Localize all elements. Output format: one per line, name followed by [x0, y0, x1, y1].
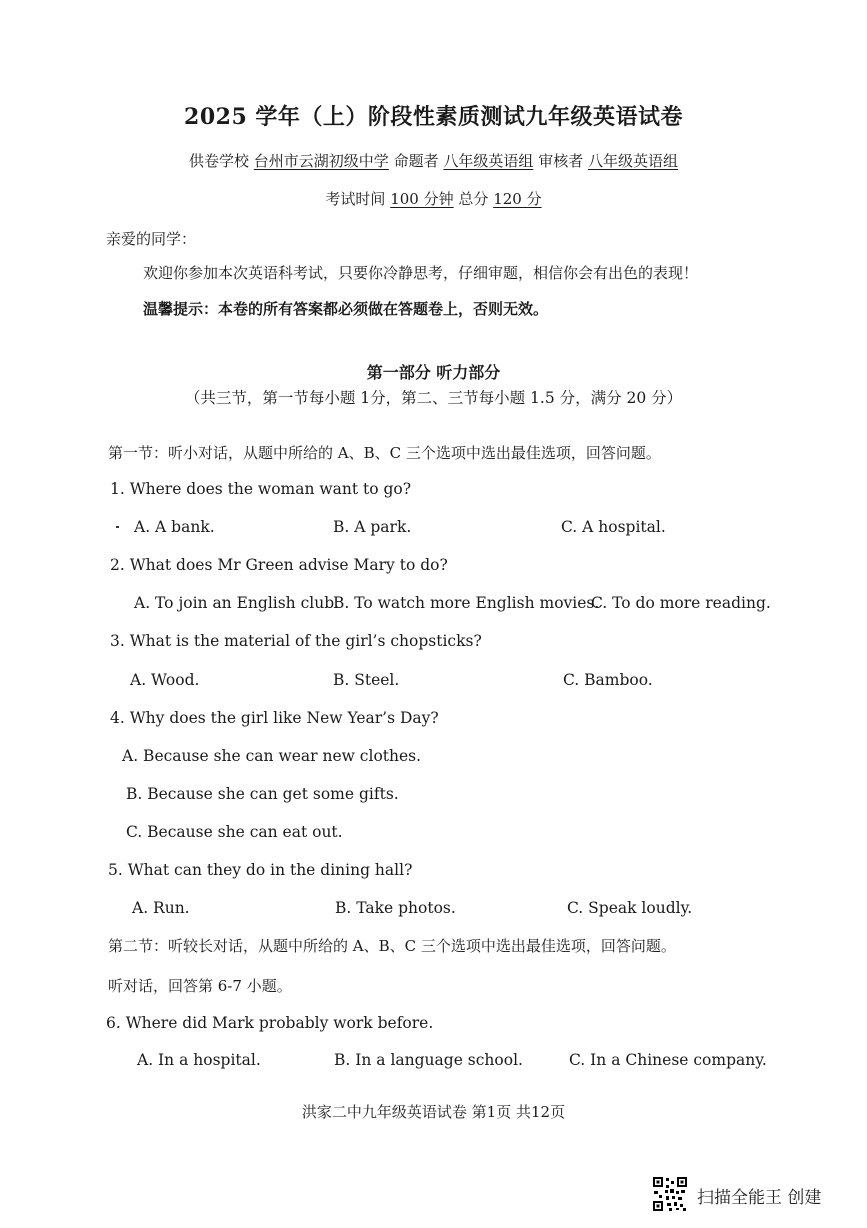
option-3b: B. Steel. — [333, 671, 400, 689]
qr-code-icon — [652, 1176, 688, 1212]
reviewer-name: 八年级英语组 — [587, 152, 678, 170]
welcome-text: 欢迎你参加本次英语科考试，只要你冷静思考，仔细审题，相信你会有出色的表现！ — [143, 264, 699, 282]
scanner-brand: 扫描全能王 创建 — [697, 1188, 822, 1208]
tip-text: 温馨提示：本卷的所有答案都必须做在答题卷上，否则无效。 — [143, 300, 549, 318]
part1-title: 第一部分 听力部分 — [366, 363, 501, 382]
exam-title: 2025 学年（上）阶段性素质测试九年级英语试卷 — [184, 104, 683, 130]
option-4b: B. Because she can get some gifts. — [126, 785, 399, 803]
option-3a: A. Wood. — [130, 671, 200, 689]
setter-name: 八年级英语组 — [443, 152, 534, 170]
exam-time-line — [0, 188, 867, 209]
option-2a: A. To join an English club. — [134, 594, 340, 612]
score-label: 总分 — [458, 190, 489, 208]
option-4c: C. Because she can eat out. — [126, 823, 343, 841]
question-6: 6. Where did Mark probably work before. — [106, 1014, 434, 1032]
reviewer-label: 审核者 — [538, 152, 584, 170]
option-6a: A. In a hospital. — [137, 1051, 261, 1069]
time-value: 100 分钟 — [390, 190, 454, 208]
time-label: 考试时间 — [325, 190, 386, 208]
school-label: 供卷学校 — [189, 152, 250, 170]
section1-instruction: 第一节：听小对话，从题中所给的 A、B、C 三个选项中选出最佳选项，回答问题。 — [108, 444, 661, 462]
option-2b: B. To watch more English movies. — [333, 594, 600, 612]
option-1b: B. A park. — [333, 518, 412, 536]
question-2: 2. What does Mr Green advise Mary to do? — [110, 556, 448, 574]
school-name: 台州市云湖初级中学 — [253, 152, 389, 170]
option-5c: C. Speak loudly. — [567, 899, 693, 917]
question-5: 5. What can they do in the dining hall? — [108, 861, 413, 879]
option-1a: A. A bank. — [134, 518, 215, 536]
option-6c: C. In a Chinese company. — [569, 1051, 767, 1069]
option-4a: A. Because she can wear new clothes. — [122, 747, 422, 765]
setter-label: 命题者 — [393, 152, 439, 170]
question-1: 1. Where does the woman want to go? — [110, 480, 412, 498]
option-5a: A. Run. — [132, 899, 190, 917]
option-3c: C. Bamboo. — [563, 671, 653, 689]
exam-meta-line — [0, 150, 867, 171]
question-4: 4. Why does the girl like New Year’s Day? — [110, 709, 439, 727]
option-2c: C. To do more reading. — [591, 594, 771, 612]
question-3: 3. What is the material of the girl’s chopsticks? — [110, 632, 482, 650]
part1-subtitle: （共三节，第一节每小题 1分，第二、三节每小题 1.5 分，满分 20 分） — [184, 389, 683, 407]
greeting: 亲爱的同学： — [106, 230, 197, 248]
section2-note: 听对话，回答第 6-7 小题。 — [108, 977, 292, 995]
option-6b: B. In a language school. — [334, 1051, 523, 1069]
option-1c: C. A hospital. — [561, 518, 666, 536]
section2-instruction: 第二节：听较长对话，从题中所给的 A、B、C 三个选项中选出最佳选项，回答问题。 — [108, 937, 676, 955]
score-value: 120 分 — [493, 190, 542, 208]
option-5b: B. Take photos. — [335, 899, 456, 917]
page-footer: 洪家二中九年级英语试卷 第1页 共12页 — [301, 1103, 566, 1121]
